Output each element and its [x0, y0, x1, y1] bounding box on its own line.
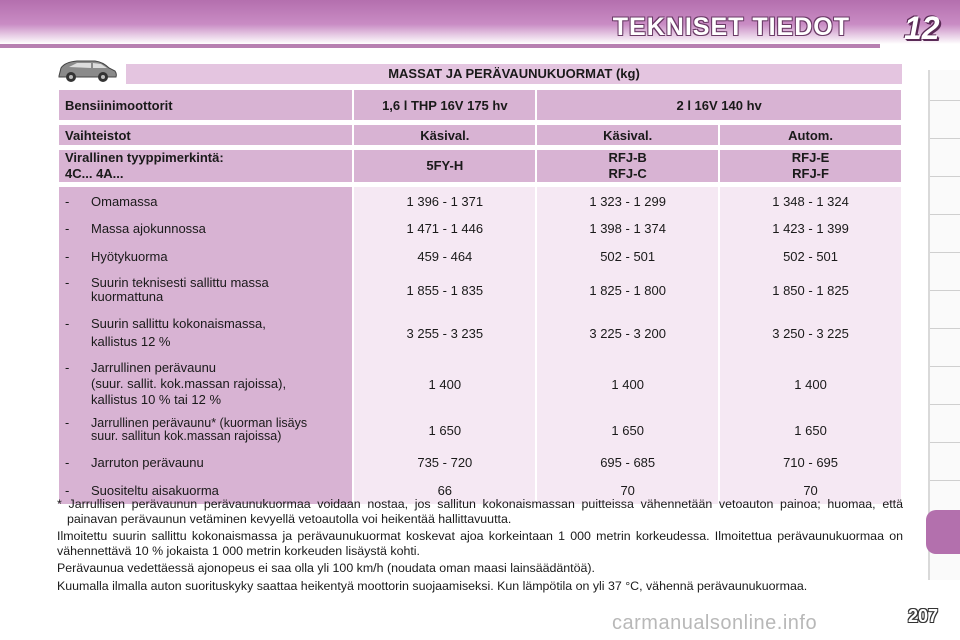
page-number: 207: [908, 606, 939, 626]
table-row: - Jarrullinen perävaunu (suur. sallit. kok.massan rajoissa), kallistus 10 % tai 12 % 1 400 1 400 1 400: [59, 356, 901, 412]
type-label: Virallinen tyyppimerkintä: 4C... 4A...: [59, 150, 352, 182]
table-row: - Massa ajokunnossa 1 471 - 1 446 1 398 - 1 374 1 423 - 1 399: [59, 215, 901, 242]
type-1: 5FY-H: [354, 150, 535, 182]
car-icon: [55, 56, 119, 84]
type-row: [59, 150, 901, 182]
watermark: carmanualsonline.info: [612, 612, 818, 634]
table-row: - Jarruton perävaunu 735 - 720 695 - 685 710 - 695: [59, 448, 901, 476]
notes-section: [57, 497, 903, 596]
side-tab-strip: [928, 70, 960, 580]
note-hot-weather: Kuumalla ilmalla auton suorituskyky saattaa heikentyä moottorin suojaamiseksi. Kun lämpötila on yli 37 °C, vähennä perävaunukuormaa.: [57, 578, 808, 593]
footnote-trailer: * Jarrullisen perävaunun perävaunukuormaa voidaan nostaa, jos sallitun kokonaismassan puitteissa vähennetään vetoauton painoa; huomaa, että painavan perävaunun vetäminen kevyellä vetoautolla voi heikentää hallittavuutta.: [57, 497, 903, 526]
table-title: MASSAT JA PERÄVAUNUKUORMAT (kg): [126, 64, 902, 84]
chapter-number: 12: [904, 10, 940, 46]
table-row: - Suositeltu aisakuorma 66 70 70: [59, 476, 901, 504]
type-2: RFJ-B RFJ-C: [537, 150, 718, 182]
gearbox-3: Autom.: [720, 125, 901, 145]
gearbox-label: Vaihteistot: [59, 125, 352, 145]
table-row: - Hyötykuorma 459 - 464 502 - 501 502 - 501: [59, 242, 901, 270]
engine-label: Bensiinimoottorit: [59, 90, 352, 120]
table-row: - Suurin sallittu kokonaismassa, kallistus 12 % 3 255 - 3 235 3 225 - 3 200 3 250 - 3 225: [59, 310, 901, 356]
engine-row: [59, 90, 901, 120]
engine-1: 1,6 l THP 16V 175 hv: [354, 90, 535, 120]
type-3: RFJ-E RFJ-F: [720, 150, 901, 182]
note-altitude: Ilmoitettu suurin sallittu kokonaismassa ja perävaunukuormat koskevat ajoa korkeintaan 1 000 metrin korkeudessa. Ilmoitettua perävaunukuormaa on vähennettävä 10 % jokaista 1 000 metrin korkeuden lisäystä kohti.: [57, 529, 903, 558]
engine-2: 2 l 16V 140 hv: [537, 90, 901, 120]
mass-table: [57, 90, 903, 504]
note-speed: Perävaunua vedettäessä ajonopeus ei saa olla yli 100 km/h (noudata oman maasi lainsäädäntöä).: [57, 561, 595, 575]
table-row: - Jarrullinen perävaunu* (kuorman lisäys suur. sallitun kok.massan rajoissa) 1 650 1 650 1 650: [59, 412, 901, 448]
header-stripe: [0, 44, 880, 48]
side-tab-active-chapter[interactable]: [926, 510, 960, 554]
table-row: - Suurin teknisesti sallittu massa kuormattuna 1 855 - 1 835 1 825 - 1 800 1 850 - 1 825: [59, 270, 901, 310]
page-title: TEKNISET TIEDOT: [612, 13, 850, 41]
table-row: - Omamassa 1 396 - 1 371 1 323 - 1 299 1 348 - 1 324: [59, 187, 901, 215]
gearbox-row: [59, 125, 901, 145]
gearbox-1: Käsival.: [354, 125, 535, 145]
gearbox-2: Käsival.: [537, 125, 718, 145]
